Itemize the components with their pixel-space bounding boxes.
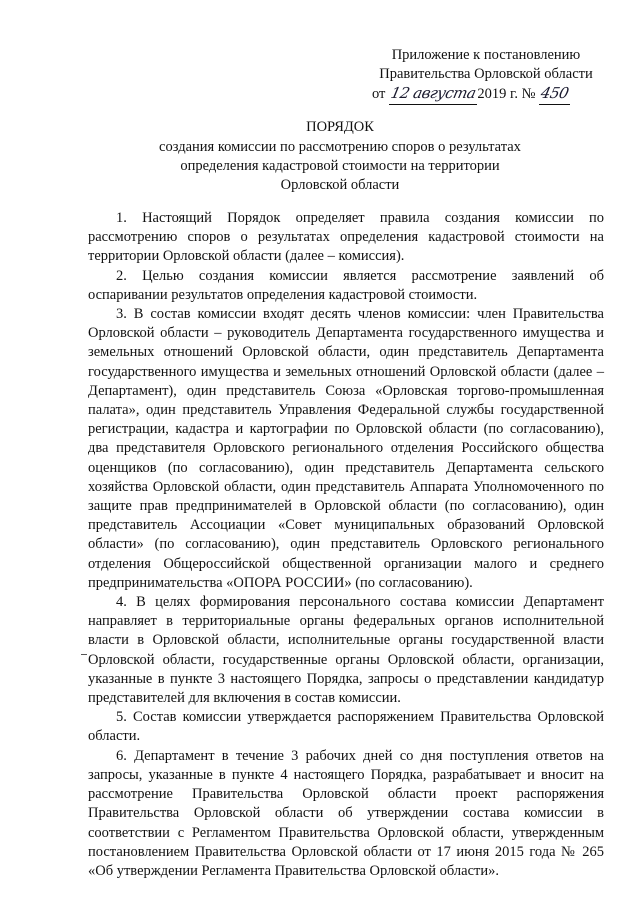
appendix-block xyxy=(366,46,606,105)
appendix-date-line xyxy=(366,84,606,105)
paragraph-2: 2. Целью создания комиссии является рассмотрение заявлений об оспаривании результатов определения кадастровой стоимости. xyxy=(88,267,604,303)
paragraph-4: 4. В целях формирования персонального состава комиссии Департамент направляет в территориальные органы федеральных органов исполнительной власти в Орловской области, исполнительные органы государственной власти Орловской области, государственные органы Орловской области, организации, указанные в пункте 3 настоящего Порядка, запросы о представлении кандидатур представителей для включения в состав комиссии. xyxy=(88,594,604,707)
appendix-line-2: Правительства Орловской области xyxy=(379,66,593,82)
paragraph-3: 3. В состав комиссии входят десять членов комиссии: член Правительства Орловской области – руководитель Департамента государственного имущества и земельных отношений Орловской области, один представитель Департамента государственного имущества и земельных отношений Орловской области (далее – Департамент), один представитель Союза «Орловская торгово-промышленная палата», один представитель Управления Федеральной службы государственной регистрации, кадастра и картографии по Орловской области (по согласованию), два представителя Орловского регионального отделения Российского общества оценщиков (по согласованию), один представитель Департамента сельского хозяйства Орловской области, один представитель Аппарата Уполномоченного по защите прав предпринимателей в Орловской области (по согласованию), один представитель Ассоциации «Совет муниципальных образований Орловской области» (по согласованию), один представитель Орловского регионального отделения Общероссийской общественной организации малого и среднего предпринимательства «ОПОРА РОССИИ» (по согласованию). xyxy=(88,306,604,591)
paragraph-1: 1. Настоящий Порядок определяет правила создания комиссии по рассмотрению споров о результатах определения кадастровой стоимости на территории Орловской области (далее – комиссия). xyxy=(88,210,604,265)
title-heading: ПОРЯДОК xyxy=(306,119,374,135)
handwritten-number: 450 xyxy=(539,84,570,105)
document-title xyxy=(80,118,600,195)
margin-mark xyxy=(81,654,87,655)
paragraph-5: 5. Состав комиссии утверждается распоряжением Правительства Орловской области. xyxy=(88,709,604,745)
appendix-line-1: Приложение к постановлению xyxy=(391,47,581,63)
handwritten-date: 12 августа xyxy=(389,84,477,105)
title-subtitle-line: Орловской области xyxy=(280,177,400,193)
document-body xyxy=(88,209,604,881)
paragraph-6: 6. Департамент в течение 3 рабочих дней со дня поступления ответов на запросы, указанные в пункте 4 настоящего Порядка, разрабатывает и вносит на рассмотрение Правительства Орловской области проект распоряжения Правительства Орловской области об утверждении состава комиссии в соответствии с Регламентом Правительства Орловской области, утвержденным постановлением Правительства Орловской области от 17 июня 2015 года № 265 «Об утверждении Регламента Правительства Орловской области». xyxy=(88,747,604,879)
title-subtitle-line: создания комиссии по рассмотрению споров о результатах xyxy=(159,139,521,155)
date-prefix: от xyxy=(372,86,386,102)
date-year: 2019 г. № xyxy=(477,86,536,102)
title-subtitle-line: определения кадастровой стоимости на территории xyxy=(180,158,500,174)
